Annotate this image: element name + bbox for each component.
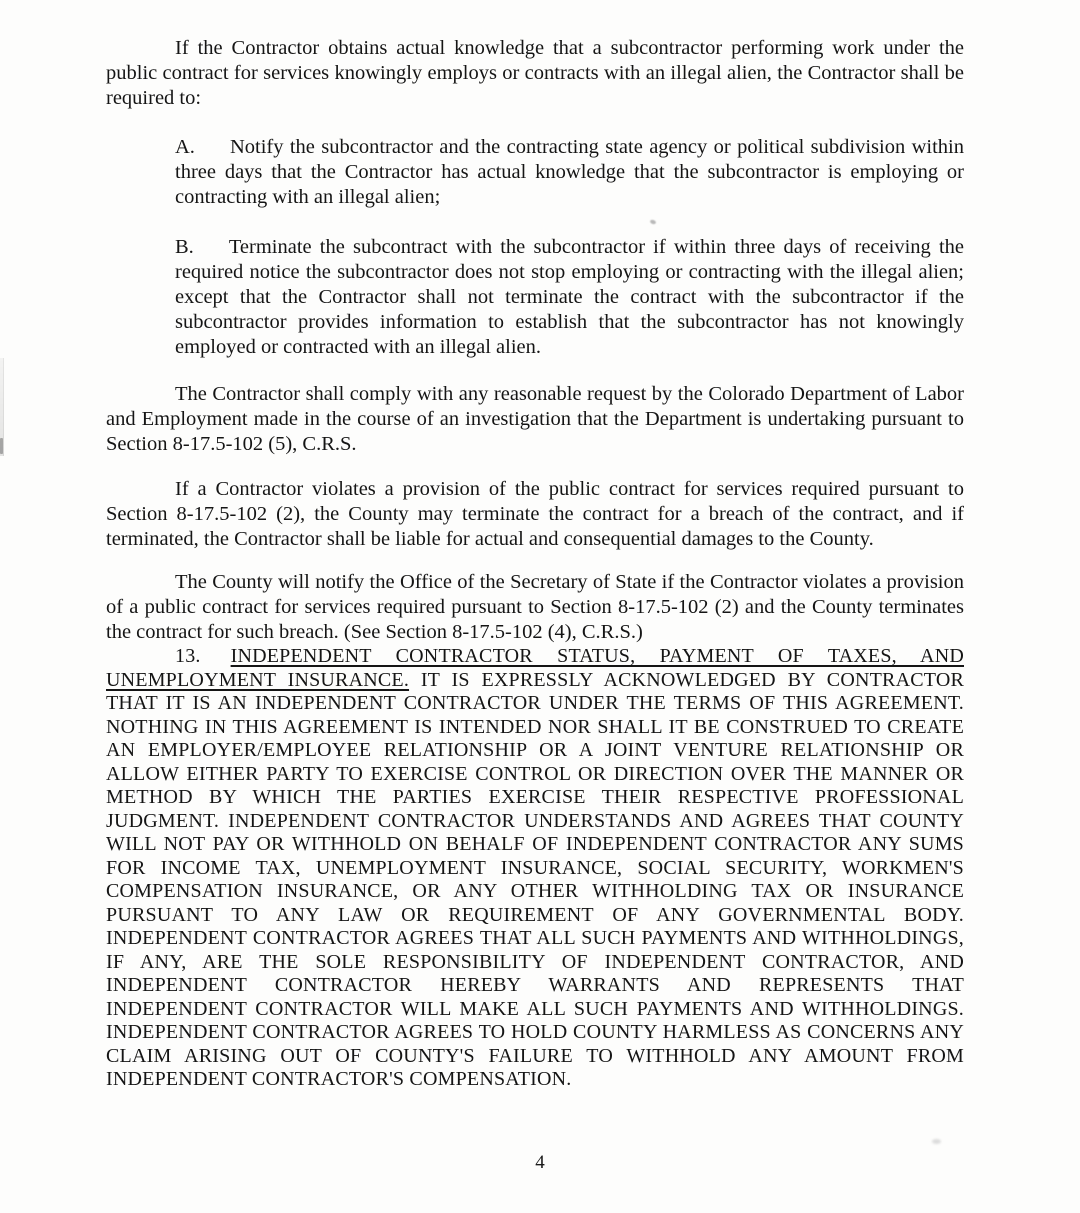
scan-edge-mark	[0, 438, 3, 454]
section-13-text: IT IS EXPRESSLY ACKNOWLEDGED BY CONTRACTOR THAT IT IS AN INDEPENDENT CONTRACTOR UNDER THE TERMS OF THIS AGREEMENT. NOTHING IN THIS AGREEMENT IS INTENDED NOR SHALL IT BE CONSTRUED TO CREATE AN EMPLOYER/EMPLOYEE RELATIONSHIP OR A JOINT VENTURE RELATIONSHIP OR ALLOW EITHER PARTY TO EXERCISE CONTROL OR DIRECTION OVER THE MANNER OR METHOD BY WHICH THE PARTIES EXERCISE THEIR RESPECTIVE PROFESSIONAL JUDGMENT. INDEPENDENT CONTRACTOR UNDERSTANDS AND AGREES THAT COUNTY WILL NOT PAY OR WITHHOLD ON BEHALF OF INDEPENDENT CONTRACTOR ANY SUMS FOR INCOME TAX, UNEMPLOYMENT INSURANCE, SOCIAL SECURITY, WORKMEN'S COMPENSATION INSURANCE, OR ANY OTHER WITHHOLDING TAX OR INSURANCE PURSUANT TO ANY LAW OR REQUIREMENT OF ANY GOVERNMENTAL BODY. INDEPENDENT CONTRACTOR AGREES THAT ALL SUCH PAYMENTS AND WITHHOLDINGS, IF ANY, ARE THE SOLE RESPONSIBILITY OF INDEPENDENT CONTRACTOR, AND INDEPENDENT CONTRACTOR HEREBY WARRANTS AND REPRESENTS THAT INDEPENDENT CONTRACTOR WILL MAKE ALL SUCH PAYMENTS AND WITHHOLDINGS. INDEPENDENT CONTRACTOR AGREES TO HOLD COUNTY HARMLESS AS CONCERNS ANY CLAIM ARISING OUT OF COUNTY'S FAILURE TO WITHHOLD ANY AMOUNT FROM INDEPENDENT CONTRACTOR'S COMPENSATION.	[106, 668, 965, 1090]
paragraph-secretary-of-state: The County will notify the Office of the Secretary of State if the Contractor violates a provision of a public contract for services required pursuant to Section 8-17.5-102 (2) and the County terminates the contract for such breach. (See Section 8-17.5-102 (4), C.R.S.)	[106, 571, 964, 643]
list-item-a-text: Notify the subcontractor and the contracting state agency or political subdivision within three days that the Contractor has actual knowledge that the subcontractor is employing or contracting with an illegal alien;	[175, 136, 964, 208]
section-13-heading: INDEPENDENT CONTRACTOR STATUS, PAYMENT OF TAXES, AND UNEMPLOYMENT INSURANCE.	[106, 645, 964, 691]
list-item-b-text: Terminate the subcontract with the subcontractor if within three days of receiving the required notice the subcontractor does not stop employing or contracting with the illegal alien; except that the Contractor shall not terminate the contract with the subcontractor if the subcontractor provides information to establish that the subcontractor has not knowingly employed or contracted with an illegal alien.	[175, 236, 964, 358]
list-item-a	[175, 135, 964, 210]
paragraph-contract-violation: If a Contractor violates a provision of the public contract for services required pursuant to Section 8-17.5-102 (2), the County may terminate the contract for a breach of the contract, and if terminated, the Contractor shall be liable for actual and consequential damages to the County.	[106, 478, 964, 550]
paragraph-labor-department: The Contractor shall comply with any reasonable request by the Colorado Department of Labor and Employment made in the course of an investigation that the Department is undertaking pursuant to Section 8-17.5-102 (5), C.R.S.	[106, 383, 964, 455]
page-number: 4	[535, 1152, 545, 1173]
section-13-independent-contractor	[106, 645, 964, 1092]
contract-body	[106, 36, 964, 1092]
list-item-a-label: A.	[175, 136, 195, 158]
scan-speck	[932, 1139, 941, 1144]
list-item-b-label: B.	[175, 236, 194, 258]
list-item-b	[175, 235, 964, 360]
section-13-number: 13.	[175, 645, 201, 667]
paragraph-contractor-knowledge: If the Contractor obtains actual knowledge that a subcontractor performing work under the public contract for services knowingly employs or contracts with an illegal alien, the Contractor shall be required to:	[106, 37, 964, 109]
